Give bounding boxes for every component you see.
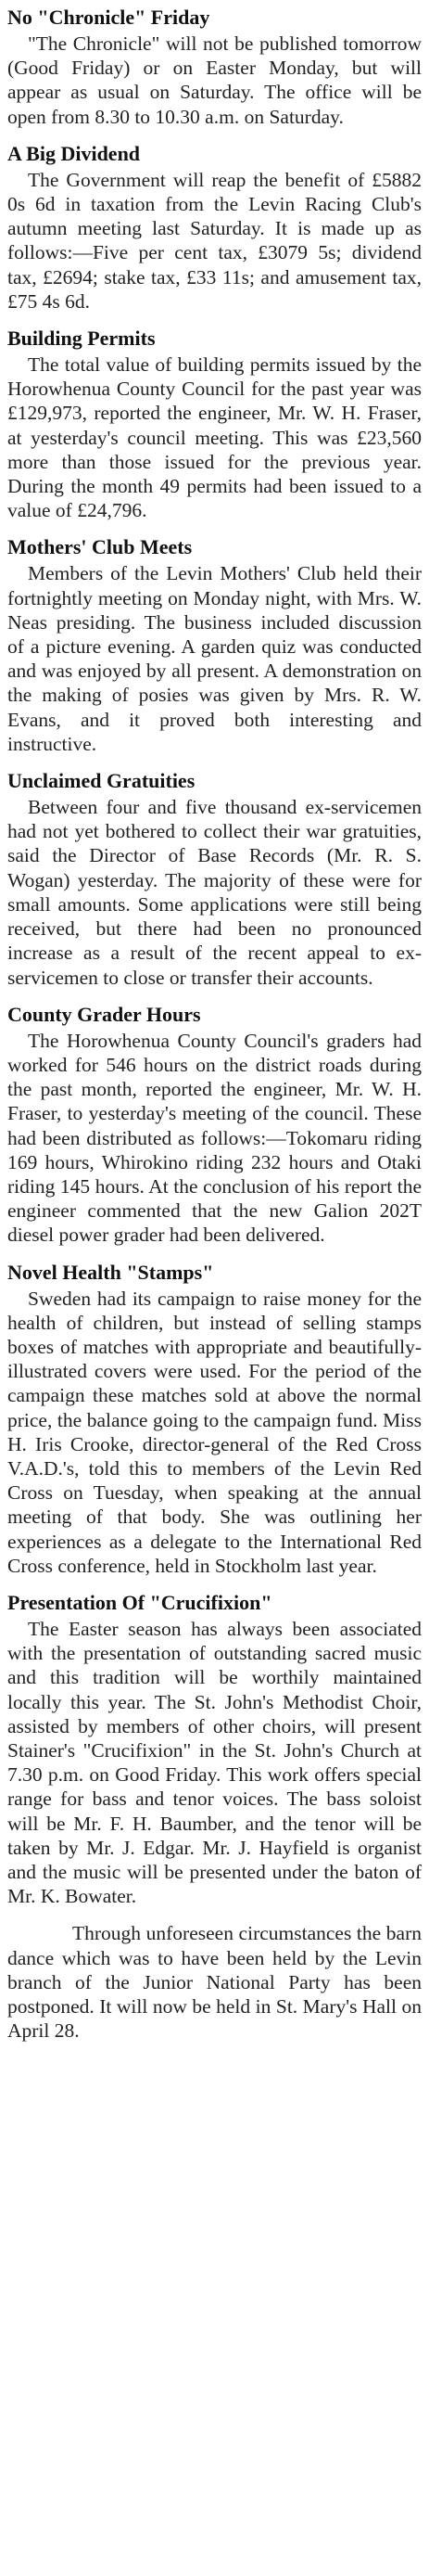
article-headline: Presentation Of "Crucifixion" bbox=[7, 1590, 272, 1614]
article-headline: County Grader Hours bbox=[7, 1002, 201, 1026]
article-building-permits bbox=[7, 327, 422, 522]
article-body: The total value of building permits issued by the Horowhenua County Council for the past year was £129,973, reported the engineer, Mr. W. H. Fraser, at yesterday's council meeting. This was £23,560 more than those issued for the previous year. During the month 49 permits had been issued to a value of £24,796. bbox=[7, 353, 422, 522]
article-body: "The Chronicle" will not be published tomorrow (Good Friday) or on Easter Monday, but will appear as usual on Saturday. The office will be open from 8.30 to 10.30 a.m. on Saturday. bbox=[7, 32, 422, 128]
notice-barn-dance bbox=[7, 1921, 422, 2043]
article-headline: No "Chronicle" Friday bbox=[7, 6, 210, 29]
article-crucifixion bbox=[7, 1591, 422, 1908]
notice-body: Through unforeseen circumstances the barn dance which was to have been held by the Levin branch of the Junior National Party has been postponed. It will now be held in St. Mary's Hall on April 28. bbox=[7, 1922, 422, 2043]
article-body: The Government will reap the benefit of £5882 0s 6d in taxation from the Levin Racing Club's autumn meeting last Saturday. It is made up as follows:—Five per cent tax, £3079 5s; dividend tax, £2694; stake tax, £33 11s; and amusement tax, £75 4s 6d. bbox=[7, 168, 422, 313]
article-body: The Horowhenua County Council's graders had worked for 546 hours on the district roads during the past month, reported the engineer, Mr. W. H. Fraser, to yesterday's meeting of the council. These had been distributed as follows:—Tokomaru riding 169 hours, Whirokino riding 232 hours and Otaki riding 145 hours. At the conclusion of his report the engineer commented that the new Galion 202T diesel power grader had been delivered. bbox=[7, 1029, 422, 1247]
article-headline: Mothers' Club Meets bbox=[7, 535, 193, 559]
article-no-chronicle-friday bbox=[7, 6, 422, 129]
article-body: Between four and five thousand ex-servicemen had not yet bothered to collect their war gratuities, said the Director of Base Records (Mr. R. S. Wogan) yesterday. The majority of these were for small amounts. Some applications were still being received, but there had been no pronounced increase as a result of the recent appeal to ex-servicemen to close or transfer their accounts. bbox=[7, 796, 422, 989]
article-mothers-club bbox=[7, 535, 422, 756]
article-body: The Easter season has always been associated with the presentation of outstanding sacred music and this tradition will be worthily maintained locally this year. The St. John's Methodist Choir, assisted by members of other choirs, will present Stainer's "Crucifixion" in the St. John's Church at 7.30 p.m. on Good Friday. This work offers special range for bass and tenor voices. The bass soloist will be Mr. F. H. Baumber, and the tenor will be taken by Mr. J. Edgar. Mr. J. Hayfield is organist and the music will be presented under the baton of Mr. K. Bowater. bbox=[7, 1617, 422, 1908]
article-big-dividend bbox=[7, 142, 422, 314]
article-headline: Building Permits bbox=[7, 327, 156, 351]
article-body: Members of the Levin Mothers' Club held their fortnightly meeting on Monday night, with Mrs. W. Neas presiding. The business included discussion of a picture evening. A garden quiz was conducted and was enjoyed by all present. A demonstration on the making of posies was given by Mrs. R. W. Evans, and it proved both interesting and instructive. bbox=[7, 562, 422, 755]
article-headline: Novel Health "Stamps" bbox=[7, 1260, 214, 1284]
article-county-grader-hours bbox=[7, 1003, 422, 1248]
article-novel-health-stamps bbox=[7, 1261, 422, 1578]
article-body: Sweden had its campaign to raise money for the health of children, but instead of selling stamps boxes of matches with appropriate and beautifully-illustrated covers were used. For the period of the campaign these matches sold at above the normal price, the balance going to the campaign fund. Miss H. Iris Crooke, director-general of the Red Cross V.A.D.'s, told this to members of the Levin Red Cross on Tuesday, when speaking at the annual meeting of that body. She was outlining her experiences as a delegate to the International Red Cross conference, held in Stockholm last year. bbox=[7, 1287, 422, 1577]
article-unclaimed-gratuities bbox=[7, 769, 422, 990]
article-headline: Unclaimed Gratuities bbox=[7, 769, 196, 793]
article-headline: A Big Dividend bbox=[7, 141, 141, 165]
